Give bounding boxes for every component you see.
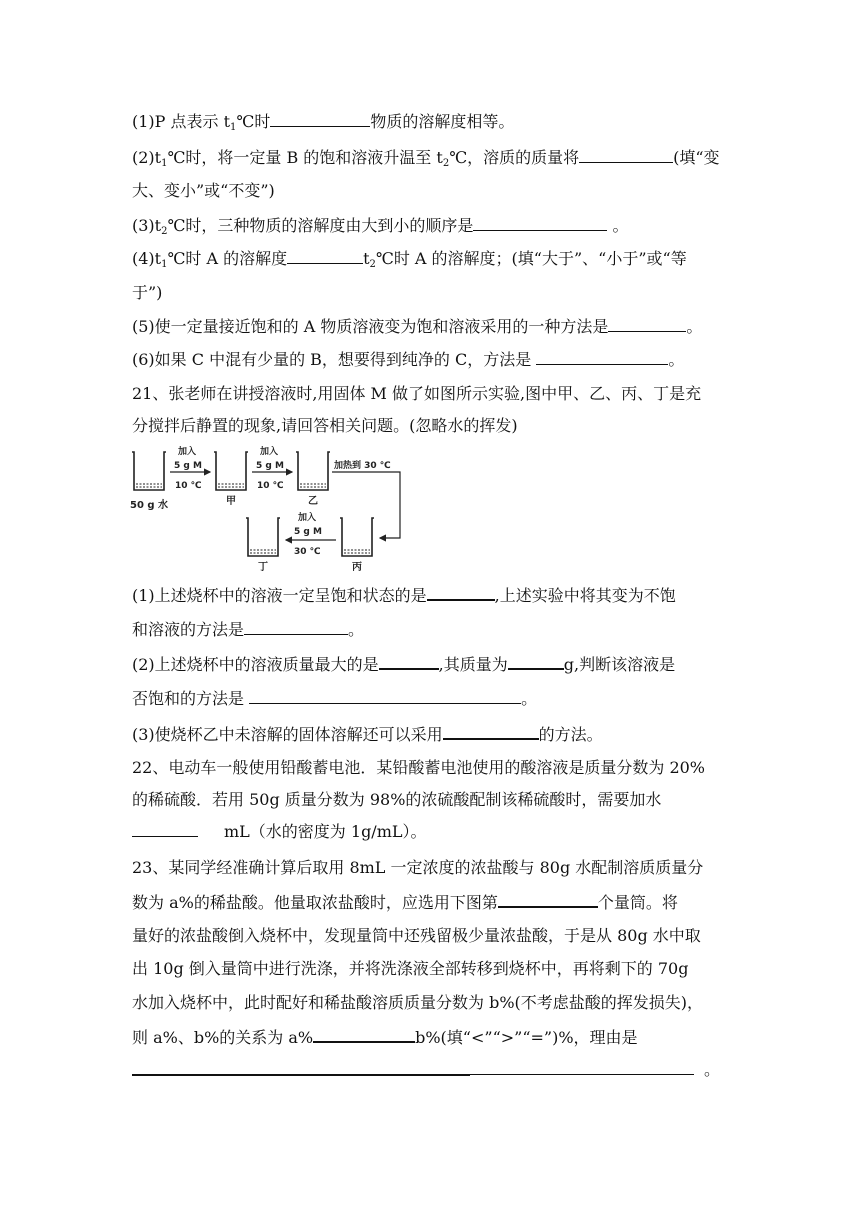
q23-line1: 23、某同学经准确计算后取用 8mL 一定浓度的浓盐酸与 80g 水配制溶质质量分 bbox=[132, 858, 704, 877]
answer-blank[interactable] bbox=[132, 1074, 470, 1076]
q20-part5: (5)使一定量接近饱和的 A 物质溶液变为饱和溶液采用的一种方法是 。 bbox=[132, 317, 703, 336]
q21-stem-line1: 21、张老师在讲授溶液时,用固体 M 做了如图所示实验,图中甲、乙、丙、丁是充 bbox=[132, 384, 702, 403]
beaker-bing bbox=[340, 518, 374, 556]
answer-blank[interactable] bbox=[473, 216, 607, 231]
temp-label-3: 30 ℃ bbox=[294, 547, 321, 557]
q23-line6: 则 a%、b%的关系为 a% b%(填“<”“>”“=”)%，理由是 bbox=[132, 1028, 638, 1047]
q20-part1: (1)P 点表示 $t_1℃$时 物质的溶解度相等。 bbox=[132, 112, 515, 133]
answer-blank[interactable] bbox=[379, 654, 439, 670]
beaker-yi bbox=[296, 452, 330, 490]
ding-label: 丁 bbox=[258, 562, 268, 572]
mass-label-1: 5 g M bbox=[174, 461, 202, 471]
q21-part1-cont: 和溶液的方法是 。 bbox=[132, 620, 365, 639]
q22-line3: mL（水的密度为 1g/mL）。 bbox=[132, 822, 427, 842]
q20-part2-cont: 大、变小”或“不变”) bbox=[132, 181, 275, 200]
answer-blank[interactable] bbox=[244, 620, 348, 635]
answer-blank[interactable] bbox=[132, 822, 198, 837]
q22-line1: 22、电动车一般使用铅酸蓄电池．某铅酸蓄电池使用的酸溶液是质量分数为 20% bbox=[132, 758, 706, 777]
answer-blank[interactable] bbox=[608, 317, 686, 332]
answer-blank[interactable] bbox=[579, 148, 673, 163]
q20-part6: (6)如果 C 中混有少量的 B，想要得到纯净的 C，方法是 。 bbox=[132, 350, 685, 369]
q23-line5: 水加入烧杯中，此时配好和稀盐酸溶质质量分数为 b%(不考虑盐酸的挥发损失)， bbox=[132, 993, 704, 1012]
q20-part3: $(3)t_2℃$时，三种物质的溶解度由大到小的顺序是 。 bbox=[132, 216, 629, 237]
heat-label: 加热到 30 ℃ bbox=[334, 461, 391, 471]
q21-part1: (1)上述烧杯中的溶液一定呈饱和状态的是 ,上述实验中将其变为不饱 bbox=[132, 586, 676, 605]
beaker-ding bbox=[246, 518, 280, 556]
q21-part2: (2)上述烧杯中的溶液质量最大的是 ,其质量为 g,判断该溶液是 bbox=[132, 655, 676, 674]
add-label-3: 加入 bbox=[298, 513, 317, 523]
answer-blank[interactable] bbox=[427, 585, 495, 601]
beaker-jia bbox=[214, 452, 248, 490]
beaker-water bbox=[132, 452, 166, 490]
q23-line2: 数为 a%的稀盐酸。他量取浓盐酸时，应选用下图第 个量筒。将 bbox=[132, 893, 678, 912]
q22-line2: 的稀硫酸．若用 50g 质量分数为 98%的浓硫酸配制该稀硫酸时，需要加水 bbox=[132, 790, 662, 809]
q23-line4: 出 10g 倒入量筒中进行洗涤，并将洗涤液全部转移到烧杯中，再将剩下的 70g bbox=[132, 959, 689, 978]
answer-blank[interactable] bbox=[470, 1074, 694, 1075]
water-label: 50 g 水 bbox=[130, 500, 169, 511]
q21-part2-cont: 否饱和的方法是 。 bbox=[132, 689, 538, 708]
answer-blank[interactable] bbox=[270, 112, 370, 127]
yi-label: 乙 bbox=[308, 496, 318, 507]
answer-blank[interactable] bbox=[508, 654, 564, 670]
add-label-2: 加入 bbox=[260, 447, 279, 457]
q20-part2: $(2)t_1℃$时，将一定量 B 的饱和溶液升温至 $t_2℃$，溶质的质量将 (填“变 bbox=[132, 148, 720, 169]
q20-part4: $(4)t_1℃$时 A 的溶解度 $t_2℃$时 A 的溶解度；(填“大于”、“小于”或“等 bbox=[132, 249, 687, 270]
mass-label-2: 5 g M bbox=[256, 461, 284, 471]
jia-label: 甲 bbox=[226, 496, 236, 507]
answer-blank[interactable] bbox=[443, 724, 539, 740]
answer-blank[interactable] bbox=[313, 1027, 415, 1043]
answer-blank[interactable] bbox=[536, 350, 668, 365]
temp-label-2: 10 ℃ bbox=[257, 481, 284, 491]
experiment-diagram bbox=[128, 440, 408, 572]
q20-part4-cont: 于”) bbox=[132, 283, 163, 302]
q21-stem-line2: 分搅拌后静置的现象,请回答相关问题。(忽略水的挥发) bbox=[132, 416, 518, 435]
q23-line3: 量好的浓盐酸倒入烧杯中，发现量筒中还残留极少量浓盐酸，于是从 80g 水中取 bbox=[132, 926, 701, 945]
q21-part3: (3)使烧杯乙中未溶解的固体溶解还可以采用 的方法。 bbox=[132, 725, 603, 744]
answer-blank[interactable] bbox=[249, 689, 521, 704]
mass-label-3: 5 g M bbox=[294, 527, 322, 537]
temp-label-1: 10 ℃ bbox=[175, 481, 202, 491]
add-label-1: 加入 bbox=[178, 447, 197, 457]
answer-blank[interactable] bbox=[498, 892, 598, 908]
q23-line7: 。 bbox=[704, 1060, 721, 1079]
answer-blank[interactable] bbox=[287, 249, 363, 264]
bing-label: 丙 bbox=[352, 562, 362, 572]
